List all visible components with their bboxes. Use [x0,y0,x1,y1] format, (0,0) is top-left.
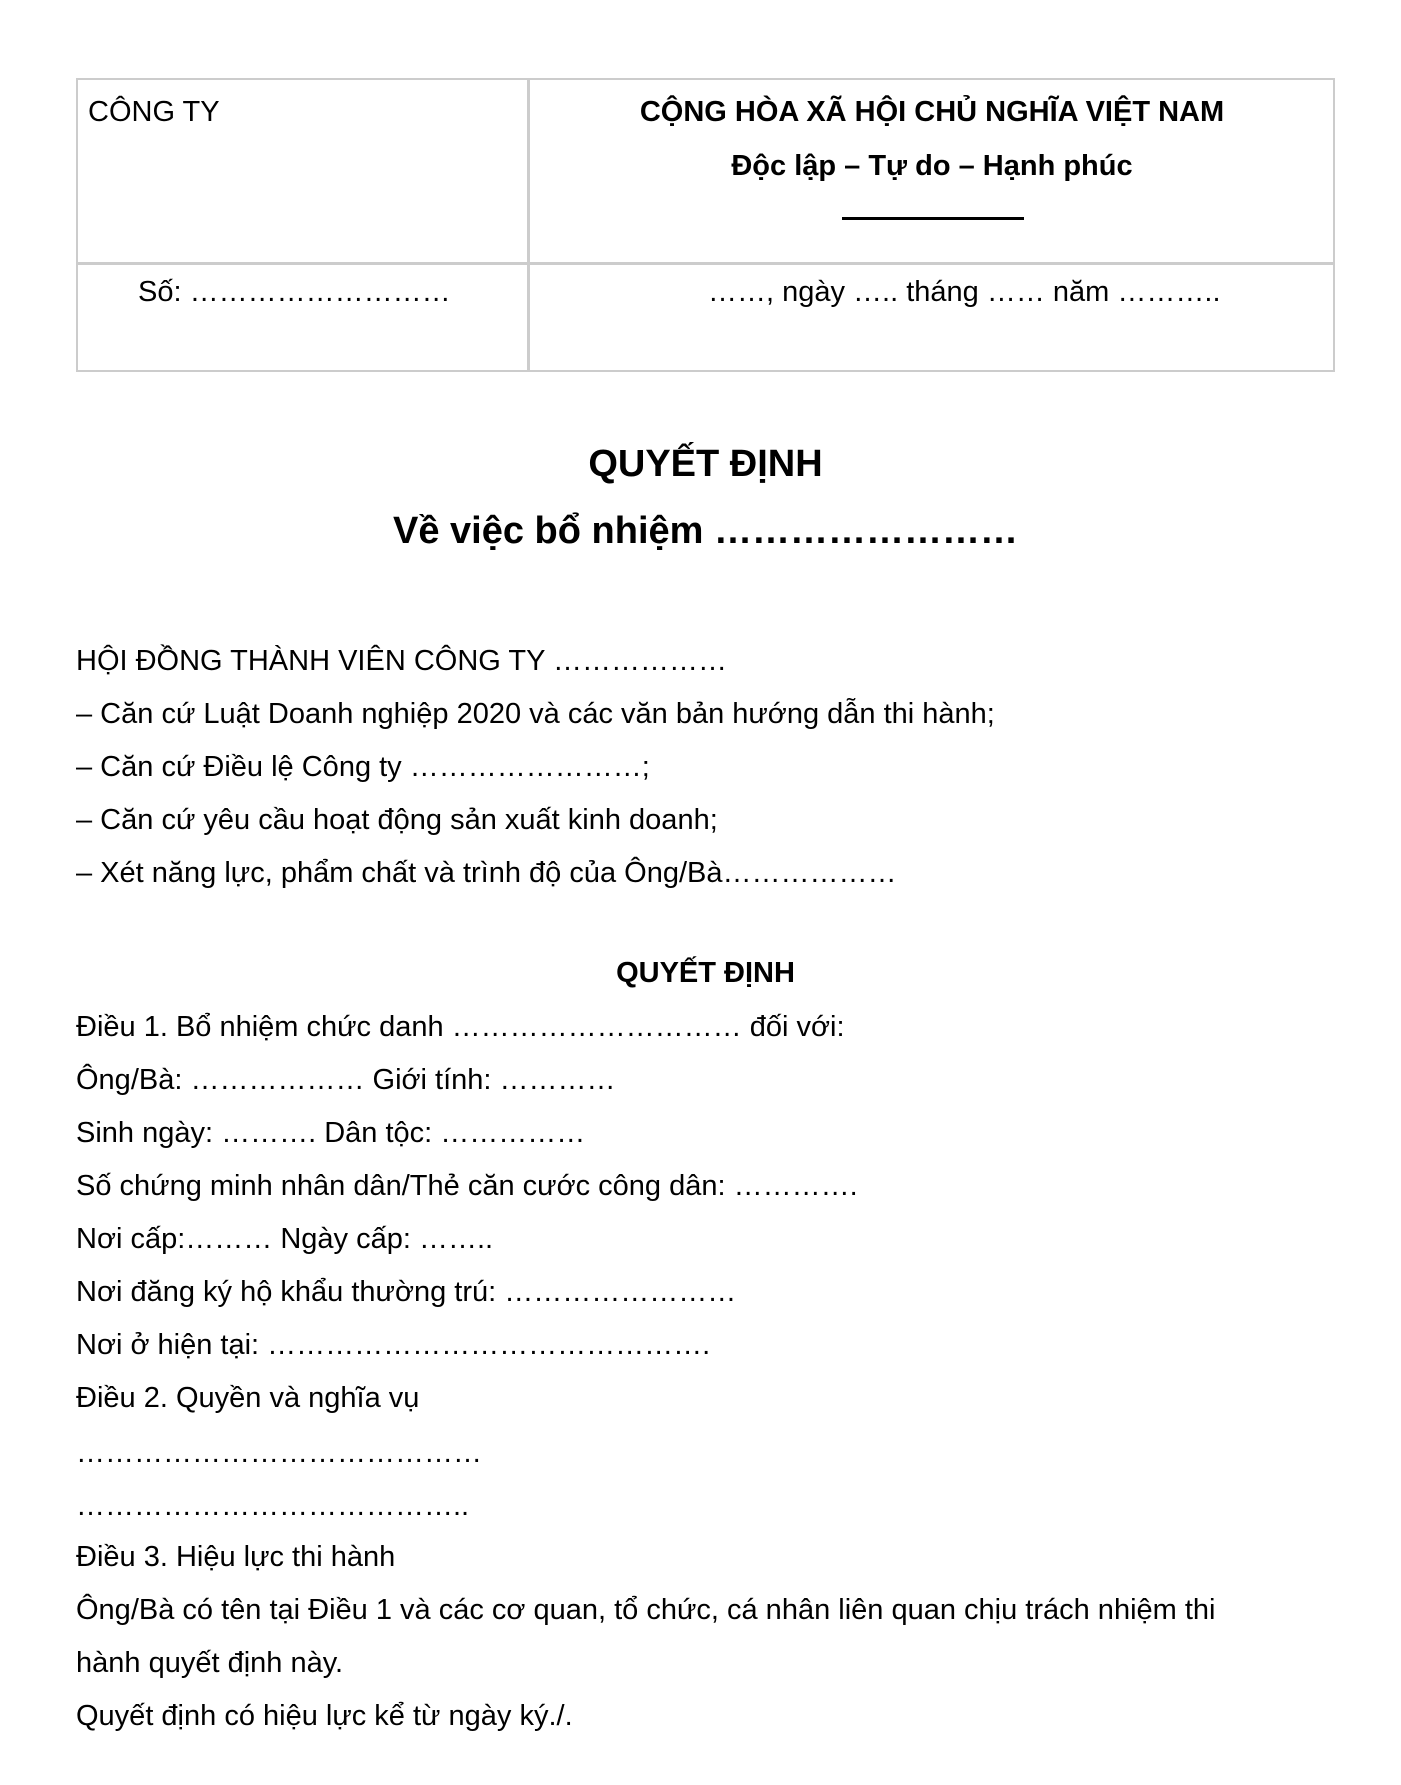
document-subtitle: Về việc bổ nhiệm …………………… [393,510,1018,552]
table-divider-horizontal [78,262,1333,265]
header-table [76,78,1335,372]
motto-underline [842,217,1024,220]
basis-line: – Căn cứ Điều lệ Công ty ……………………; [76,751,650,783]
person-line: Ông/Bà: ……………… Giới tính: ………… [76,1064,616,1096]
birth-line: Sinh ngày: ………. Dân tộc: …………… [76,1117,586,1149]
current-address-line: Nơi ở hiện tại: ………………………………………. [76,1329,711,1361]
nation-motto: Độc lập – Tự do – Hạnh phúc [731,150,1133,182]
council-line: HỘI ĐỒNG THÀNH VIÊN CÔNG TY ……………… [76,645,727,677]
document-title: QUYẾT ĐỊNH [588,443,823,485]
enforcement-line: hành quyết định này. [76,1647,344,1679]
article-1: Điều 1. Bổ nhiệm chức danh ………………………… đối với: [76,1011,845,1043]
issue-line: Nơi cấp:……… Ngày cấp: …….. [76,1223,494,1255]
decision-heading: QUYẾT ĐỊNH [616,957,795,989]
basis-line: – Căn cứ yêu cầu hoạt động sản xuất kinh doanh; [76,804,718,836]
nation-title: CỘNG HÒA XÃ HỘI CHỦ NGHĨA VIỆT NAM [639,96,1225,128]
basis-line: – Xét năng lực, phẩm chất và trình độ của Ông/Bà……………… [76,857,897,889]
id-number-line: Số chứng minh nhân dân/Thẻ căn cước công dân: …………. [76,1170,858,1202]
effective-line: Quyết định có hiệu lực kể từ ngày ký./. [76,1700,573,1732]
residence-line: Nơi đăng ký hộ khẩu thường trú: …………………… [76,1276,737,1308]
article-2: Điều 2. Quyền và nghĩa vụ [76,1382,420,1414]
duties-line: …………………………………… [76,1437,482,1469]
company-label: CÔNG TY [88,96,220,128]
article-3: Điều 3. Hiệu lực thi hành [76,1541,396,1573]
document-date: ……, ngày ….. tháng …… năm ……….. [708,276,1221,308]
duties-line: ………………………………….. [76,1490,470,1522]
document-number: Số: ……………………… [138,276,451,308]
enforcement-line: Ông/Bà có tên tại Điều 1 và các cơ quan, tổ chức, cá nhân liên quan chịu trách nhiệm thi [76,1594,1216,1626]
basis-line: – Căn cứ Luật Doanh nghiệp 2020 và các văn bản hướng dẫn thi hành; [76,698,995,730]
